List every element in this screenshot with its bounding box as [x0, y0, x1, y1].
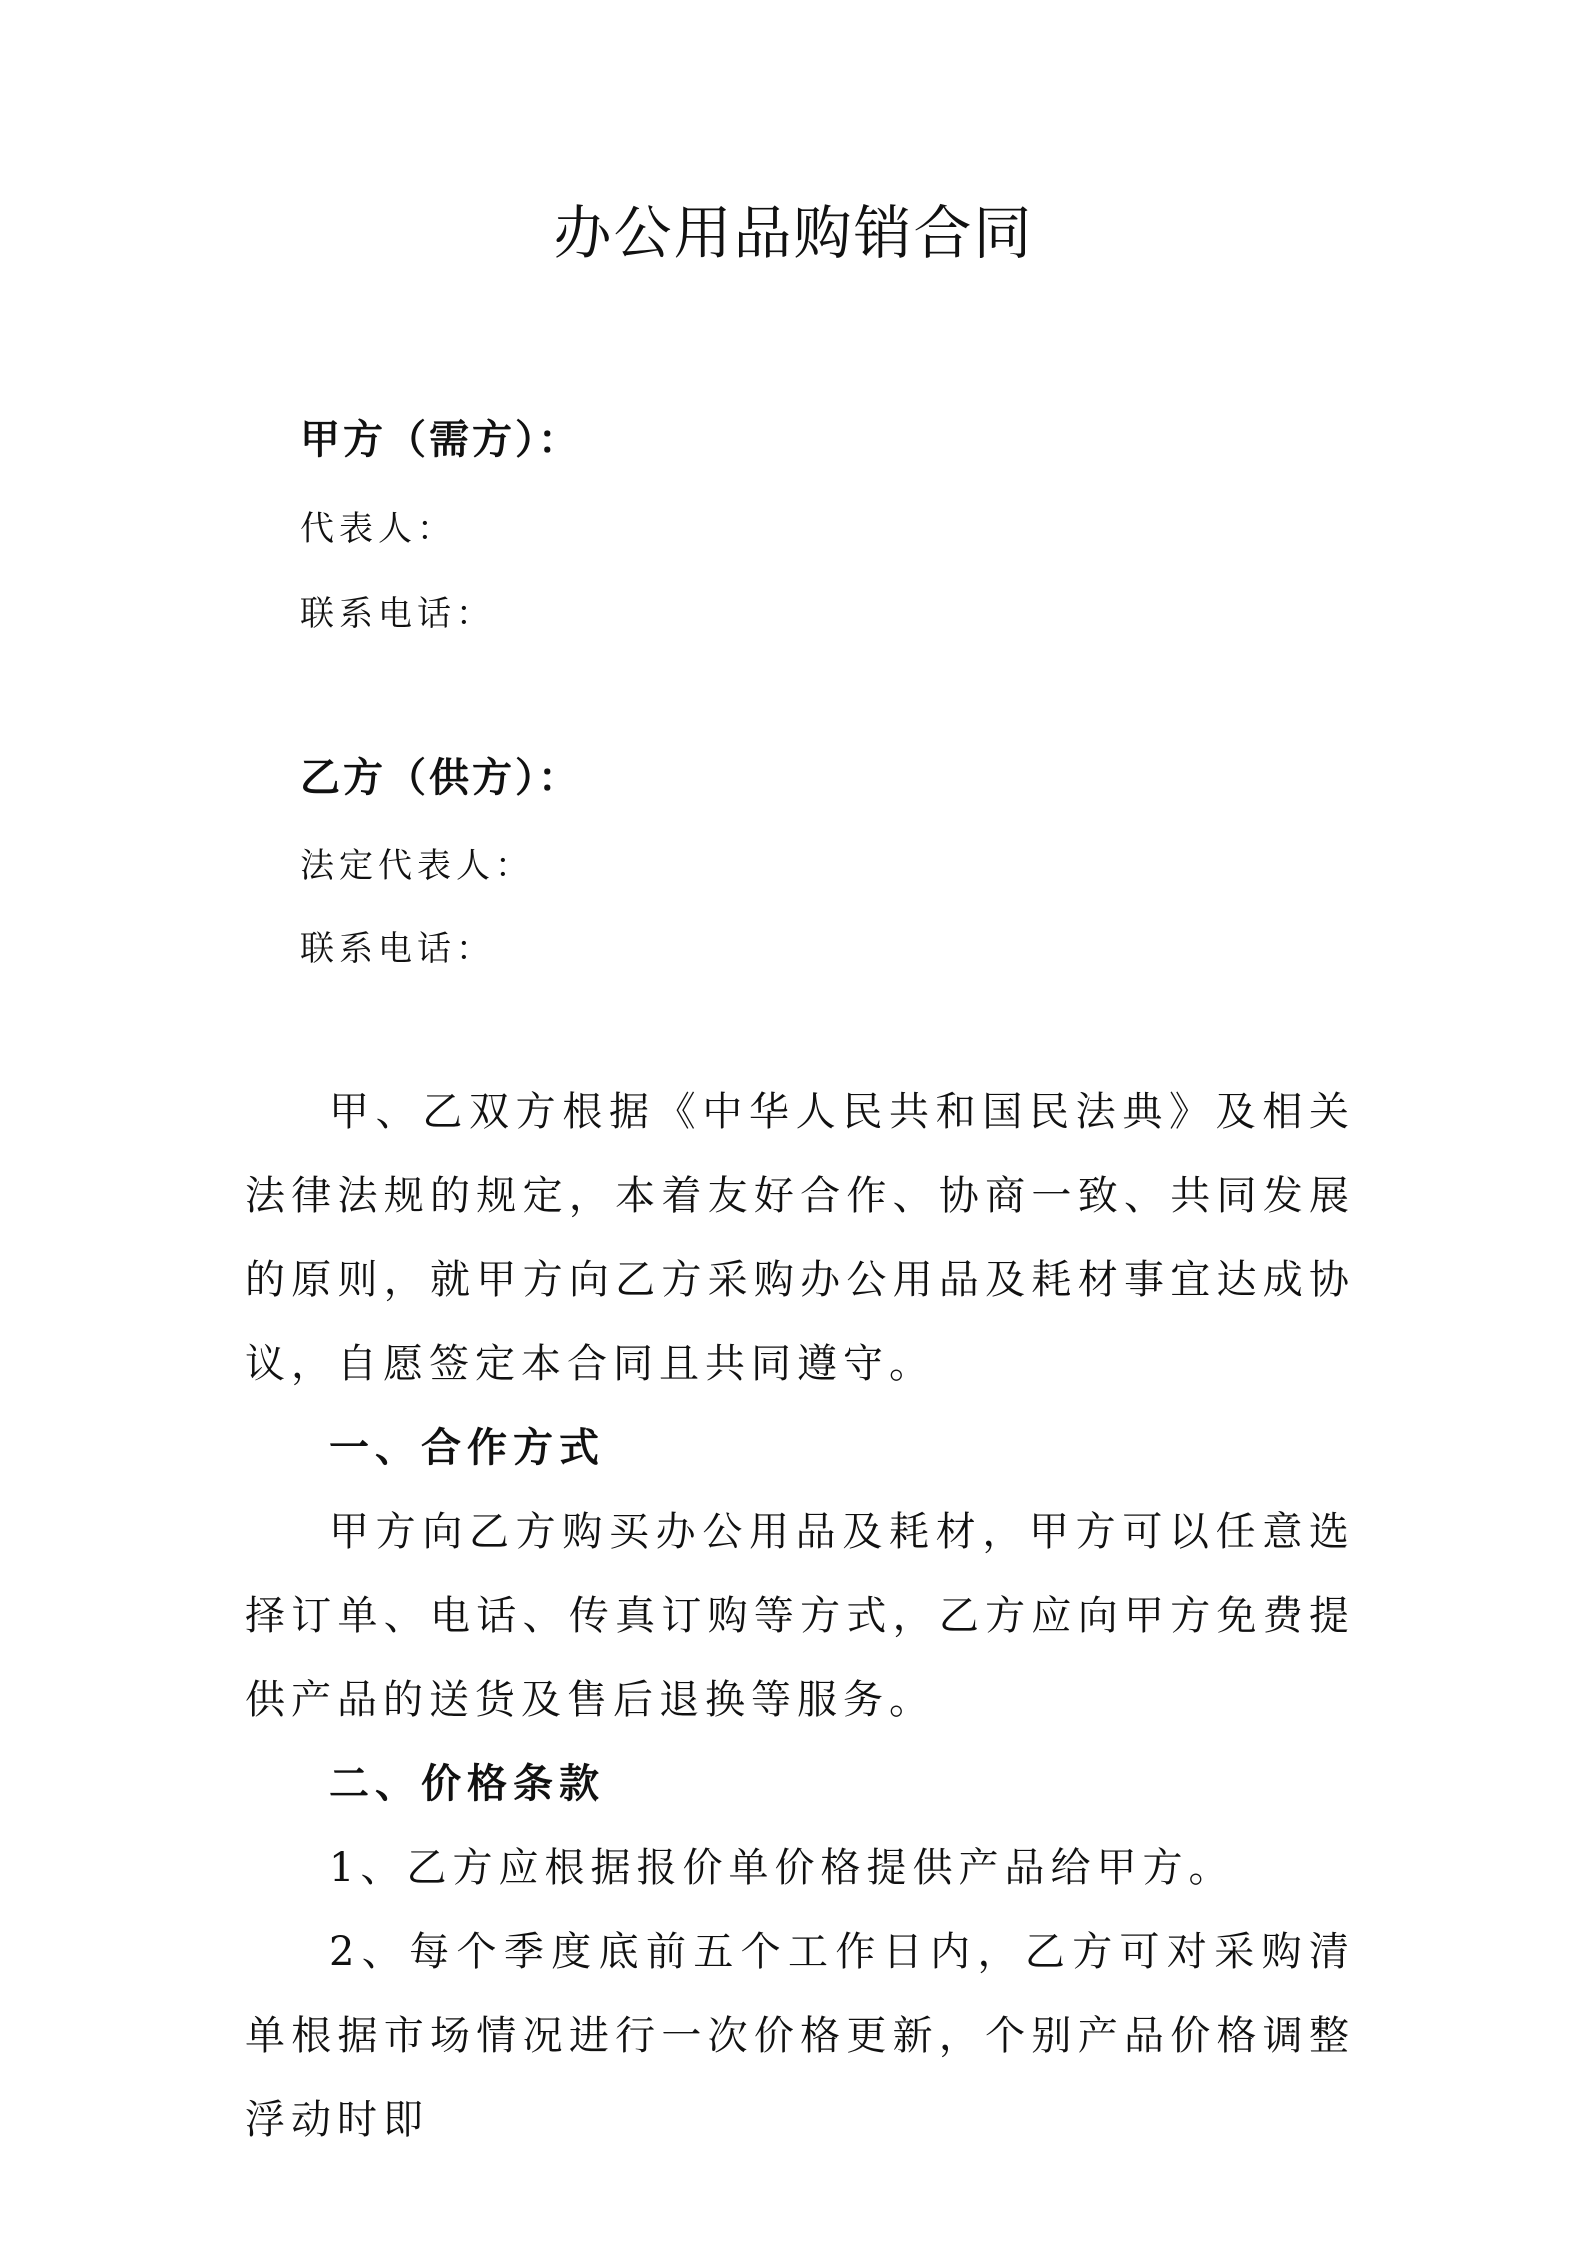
party-a-phone-label: 联系电话：: [300, 594, 495, 634]
party-a-representative-label: 代表人：: [300, 509, 456, 549]
section-2-item-1: 1、乙方应根据报价单价格提供产品给甲方。: [329, 1845, 1235, 1891]
party-a-heading: 甲方（需方）：: [300, 416, 581, 463]
contract-body: [245, 1070, 1355, 2162]
party-b-legal-rep-label: 法定代表人：: [300, 846, 534, 886]
section-2-item-2: 2、每个季度底前五个工作日内，乙方可对采购清单根据市场情况进行一次价格更新，个别产品价格调整浮动时即: [245, 1929, 1355, 2143]
section-1-paragraph: 甲方向乙方购买办公用品及耗材，甲方可以任意选择订单、电话、传真订购等方式，乙方应向甲方免费提供产品的送货及售后退换等服务。: [245, 1509, 1355, 1723]
section-2-heading: 二、价格条款: [329, 1760, 605, 1807]
party-b-heading: 乙方（供方）：: [300, 754, 581, 801]
document-title: 办公用品购销合同: [553, 199, 1034, 267]
party-b-phone-label: 联系电话：: [300, 929, 495, 969]
intro-paragraph: 甲、乙双方根据《中华人民共和国民法典》及相关法律法规的规定，本着友好合作、协商一致、共同发展的原则，就甲方向乙方采购办公用品及耗材事宜达成协议，自愿签定本合同且共同遵守。: [245, 1089, 1355, 1387]
section-1-heading: 一、合作方式: [329, 1424, 605, 1471]
